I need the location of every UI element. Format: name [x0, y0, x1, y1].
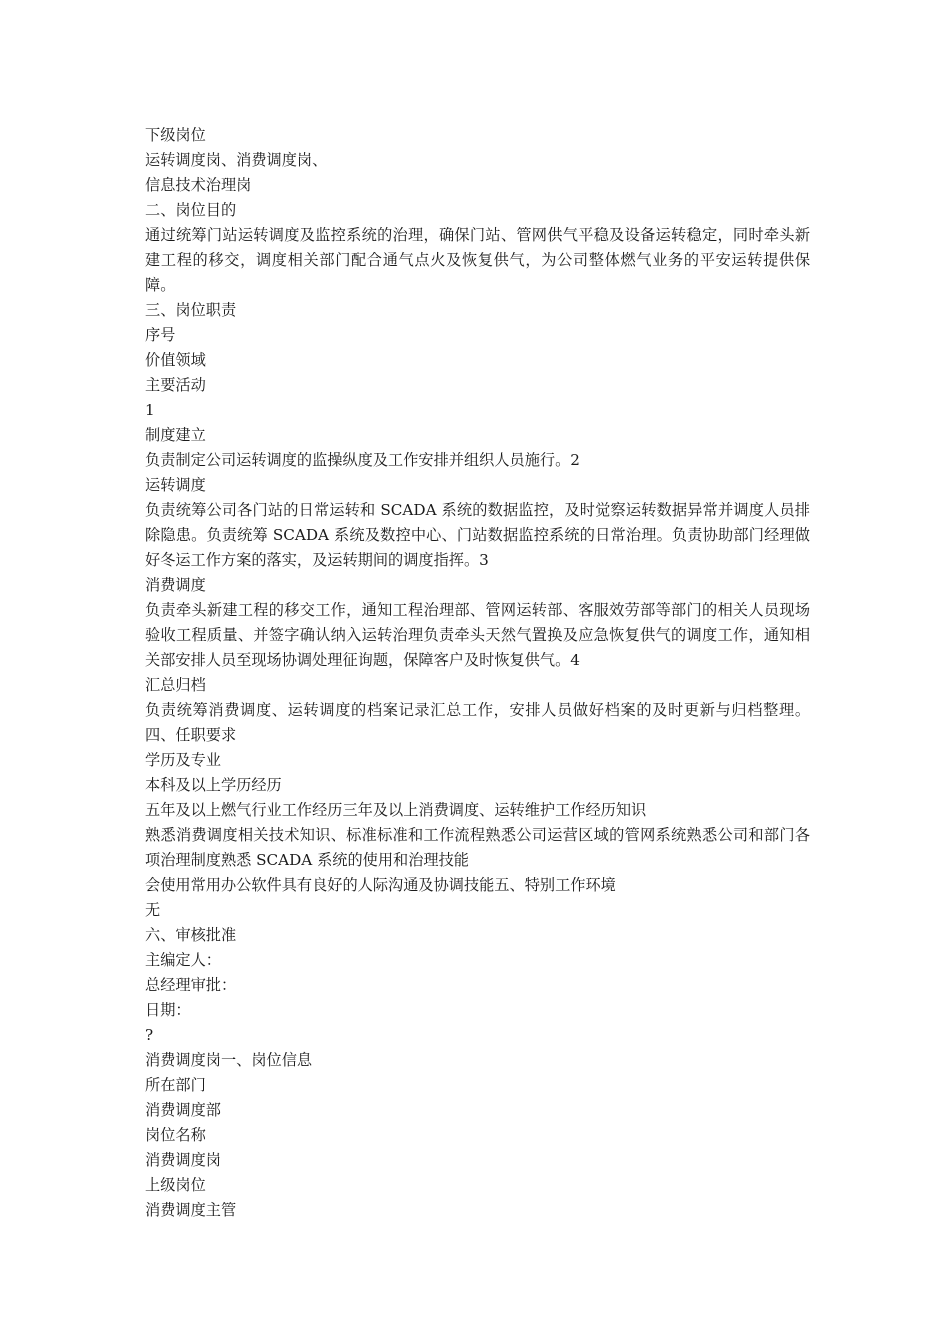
section-heading: 六、审核批准 [145, 926, 237, 944]
paragraph: 负责统筹公司各门站的日常运转和 SCADA 系统的数据监控，及时觉察运转数据异常并调度人员排除隐患。负责统筹 SCADA 系统及数控中心、门站数据监控系统的日常治理。负责协助部门经理做好冬运工作方案的落实，及运转期间的调度指挥。3 [145, 501, 810, 569]
text-line: 总经理审批： [145, 976, 237, 994]
table-cell: 学历及专业 [145, 751, 221, 769]
table-cell: 消费调度岗 [145, 1151, 221, 1169]
table-cell: 本科及以上学历经历 [145, 776, 282, 794]
text-line: 信息技术治理岗 [145, 176, 252, 194]
section-heading: 二、岗位目的 [145, 201, 237, 219]
table-cell: 1 [145, 401, 155, 419]
paragraph: 通过统筹门站运转调度及监控系统的治理，确保门站、管网供气平稳及设备运转稳定，同时牵头新建工程的移交，调度相关部门配合通气点火及恢复供气，为公司整体燃气业务的平安运转提供保障。 [145, 226, 810, 294]
document-body [145, 123, 810, 1223]
paragraph: 负责统筹消费调度、运转调度的档案记录汇总工作，安排人员做好档案的及时更新与归档整理。四、任职要求 [145, 701, 810, 744]
text-line: 主编定人： [145, 951, 221, 969]
table-header-cell: 价值领域 [145, 351, 206, 369]
table-cell: 上级岗位 [145, 1176, 206, 1194]
table-cell: 所在部门 [145, 1076, 206, 1094]
table-cell: 制度建立 [145, 426, 206, 444]
section-heading: 消费调度岗一、岗位信息 [145, 1051, 313, 1069]
table-cell: 运转调度 [145, 476, 206, 494]
table-cell: 会使用常用办公软件具有良好的人际沟通及协调技能五、特别工作环境 [145, 876, 616, 894]
table-cell: 岗位名称 [145, 1126, 206, 1144]
section-heading: 三、岗位职责 [145, 301, 237, 319]
text-line: ? [145, 1026, 154, 1044]
paragraph: 负责牵头新建工程的移交工作，通知工程治理部、管网运转部、客服效劳部等部门的相关人员现场验收工程质量、并签字确认纳入运转治理负责牵头天然气置换及应急恢复供气的调度工作，通知相关部安排人员至现场协调处理征询题，保障客户及时恢复供气。4 [145, 601, 810, 669]
text-line: 下级岗位 [145, 126, 206, 144]
paragraph: 熟悉消费调度相关技术知识、标准标准和工作流程熟悉公司运营区域的管网系统熟悉公司和部门各项治理制度熟悉 SCADA 系统的使用和治理技能 [145, 826, 810, 869]
table-cell: 无 [145, 901, 161, 919]
text-line: 日期： [145, 1001, 191, 1019]
table-cell: 消费调度主管 [145, 1201, 237, 1219]
table-cell: 汇总归档 [145, 676, 206, 694]
table-cell: 负责制定公司运转调度的监操纵度及工作安排并组织人员施行。2 [145, 451, 580, 469]
text-line: 运转调度岗、消费调度岗、 [145, 151, 328, 169]
table-cell: 五年及以上燃气行业工作经历三年及以上消费调度、运转维护工作经历知识 [145, 801, 647, 819]
table-header-cell: 序号 [145, 326, 176, 344]
table-header-cell: 主要活动 [145, 376, 206, 394]
table-cell: 消费调度部 [145, 1101, 221, 1119]
table-cell: 消费调度 [145, 576, 206, 594]
